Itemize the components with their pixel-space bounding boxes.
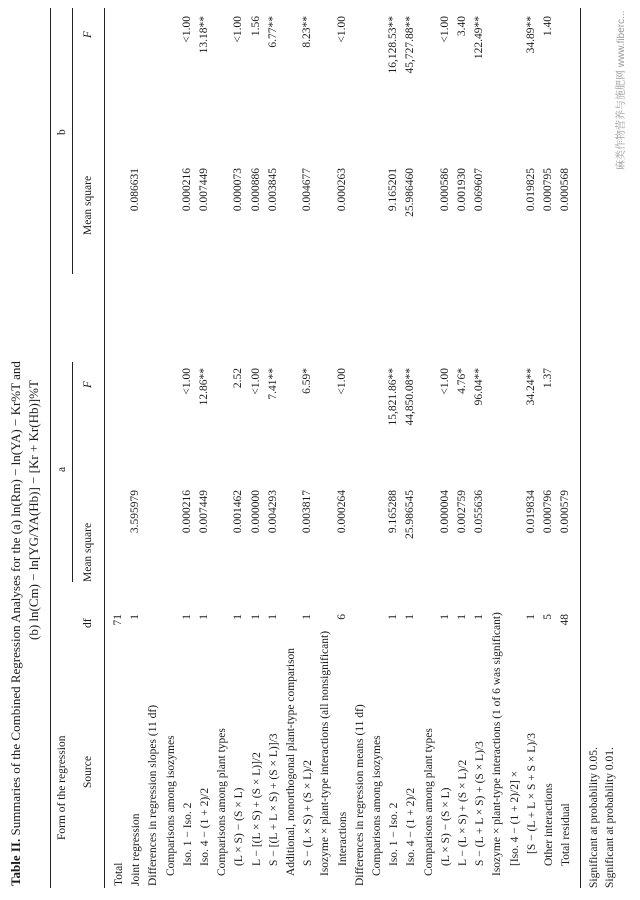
row-f-a: 44,850.08** (404, 368, 417, 426)
row-source: Interactions (336, 811, 349, 866)
row-source: [Iso. 4 − (1 + 2)/2] × (508, 770, 521, 866)
row-ms-a: 3.595979 (129, 490, 142, 534)
row-f-b: 16,128.53** (387, 16, 400, 74)
row-ms-a: 0.000216 (180, 490, 193, 534)
row-ms-b: 0.000073 (232, 168, 245, 212)
footnote-2: Significant at probability 0.01. (604, 747, 616, 888)
row-f-a: 15,821.86** (387, 368, 400, 426)
row-ms-a: 0.000264 (335, 490, 348, 534)
row-ms-a: 0.007449 (198, 490, 210, 534)
row-f-a: 1.37 (542, 368, 554, 389)
row-f-a: 4.76* (456, 368, 468, 394)
row-f-a: <1.00 (249, 368, 262, 395)
row-source: Comparisons among isozymes (371, 735, 383, 876)
row-df: 1 (404, 614, 417, 620)
table-caption-line-1 (8, 361, 24, 886)
row-df: 1 (129, 614, 142, 620)
row-ms-a: 0.055636 (473, 490, 486, 534)
watermark: 麻类作物营养与施肥网 www.fiberc... (616, 10, 627, 170)
row-source: Differences in regression slopes (11 df) (147, 704, 160, 886)
table-number: Table II. (8, 838, 23, 886)
row-f-a: 34.24** (524, 368, 537, 406)
header-df: df (82, 618, 94, 628)
group-a-rule (72, 362, 73, 582)
header-f-b: F (82, 30, 94, 38)
row-source: Iso. 4 − (1 + 2)/2 (199, 787, 211, 866)
row-df: 1 (524, 614, 537, 620)
row-f-b: <1.00 (335, 16, 348, 43)
row-source: L − [(L × S) + (S × L)]/2 (250, 752, 263, 866)
row-f-b: 34.89** (524, 16, 537, 54)
row-source: Additional, nonorthogonal plant-type comparison (285, 647, 297, 876)
row-df: 1 (180, 614, 193, 620)
table-caption-line-2 (26, 380, 42, 640)
row-ms-a: 0.000004 (438, 490, 451, 534)
row-ms-a: 0.003817 (301, 490, 314, 534)
row-ms-b: 0.000795 (542, 168, 554, 212)
row-ms-a: 0.001462 (232, 490, 245, 534)
row-f-a: <1.00 (180, 368, 193, 395)
row-df: 71 (112, 614, 124, 626)
row-ms-a: 9.165288 (387, 490, 400, 534)
row-f-b: <1.00 (438, 16, 451, 43)
row-df: 48 (559, 614, 572, 626)
row-source: (L × S) − (S × L) (439, 787, 452, 866)
row-df: 1 (266, 614, 279, 620)
row-f-a: 2.52 (232, 368, 245, 389)
row-ms-a: 25.986545 (404, 490, 417, 539)
row-f-a: <1.00 (438, 368, 451, 395)
row-source: Isozyme × plant-type interactions (all nonsignificant) (319, 630, 332, 876)
row-ms-a: 0.000796 (542, 490, 554, 534)
row-f-b: 45,727.88** (404, 16, 417, 74)
row-ms-b: 0.019825 (524, 168, 537, 212)
header-source: Source (82, 756, 94, 788)
row-ms-b: 0.003845 (266, 168, 279, 212)
footnote-1: Significant at probability 0.05. (588, 747, 600, 888)
row-f-b: 6.77** (266, 16, 279, 48)
row-f-b: 1.56 (249, 16, 262, 37)
row-source: S − (L × S) + (S × L)/2 (302, 759, 315, 866)
row-source: Joint regression (130, 813, 143, 886)
row-source: Iso. 4 − (1 + 2)/2 (405, 787, 418, 866)
row-ms-a: 0.002759 (456, 490, 468, 534)
row-ms-a: 0.000000 (249, 490, 262, 534)
group-b-rule (72, 8, 73, 274)
row-f-a: 7.41** (266, 368, 279, 400)
row-df: 1 (387, 614, 400, 620)
row-ms-b: 0.004677 (301, 168, 314, 212)
row-ms-b: 0.000263 (335, 168, 348, 212)
row-f-b: 13.18** (198, 16, 210, 54)
row-f-b: 8.23** (301, 16, 314, 48)
row-df: 6 (335, 614, 348, 620)
row-df: 5 (542, 614, 554, 620)
row-ms-b: 9.165201 (387, 168, 400, 212)
header-rule (104, 8, 105, 888)
row-f-b: 3.40 (456, 16, 468, 37)
row-source: L − (L × S) + (S × L)/2 (457, 759, 469, 866)
row-df: 1 (301, 614, 314, 620)
top-rule (50, 8, 51, 888)
row-df: 1 (249, 614, 262, 620)
row-ms-b: 0.000586 (438, 168, 451, 212)
row-source: Comparisons among plant types (216, 728, 229, 876)
row-source: Comparisons among plant types (422, 728, 435, 876)
caption-text-1: Summaries of the Combined Regression Analyses for the (a) ln(Rm) − ln(YA) − Kr%T and (8, 361, 23, 836)
row-f-a: 6.59* (301, 368, 314, 394)
row-ms-a: 0.019834 (524, 490, 537, 534)
row-df: 1 (438, 614, 451, 620)
caption-text-2: (b) ln(Cm) − ln[YG/YA(Hb)] − [Kr + Kr(Hb)]%T (26, 380, 41, 640)
row-source: S − (L + L × S) + (S × L)/3 (474, 741, 487, 866)
row-f-a: <1.00 (335, 368, 348, 395)
bottom-rule (580, 8, 581, 888)
row-source: Isozyme × plant-type interactions (1 of 6 was significant) (491, 612, 504, 876)
row-ms-b: 0.000886 (249, 168, 262, 212)
row-df: 1 (232, 614, 245, 620)
row-ms-b: 0.069607 (473, 168, 486, 212)
row-f-b: 122.49** (473, 16, 486, 60)
row-source: Comparisons among isozymes (164, 735, 177, 876)
row-ms-a: 0.004293 (266, 490, 279, 534)
row-df: 1 (198, 614, 210, 620)
header-group-a: a (56, 466, 68, 472)
row-source: [S − (L + L × S + S × L)/3 (525, 732, 538, 854)
row-df: 1 (473, 614, 486, 620)
row-ms-b: 0.001930 (456, 168, 468, 212)
header-f-a: F (82, 380, 94, 388)
row-ms-b: 0.000216 (180, 168, 193, 212)
row-ms-a: 0.000579 (559, 490, 572, 534)
row-source: Iso. 1 − Iso. 2 (181, 802, 194, 866)
header-ms-a: Mean square (82, 522, 94, 582)
row-source: Other interactions (543, 783, 555, 866)
row-f-a: 96.04** (473, 368, 486, 406)
row-ms-b: 0.007449 (198, 168, 210, 212)
row-source: Total residual (560, 803, 573, 866)
row-f-b: <1.00 (232, 16, 245, 43)
header-form: Form of the regression (56, 735, 68, 840)
row-source: Iso. 1 − Iso. 2 (388, 802, 401, 866)
row-source: S − [(L + L × S) + (S × L)]/3 (267, 733, 280, 866)
row-df: 1 (456, 614, 468, 620)
header-ms-b: Mean square (82, 175, 94, 235)
row-ms-b: 0.086631 (129, 168, 142, 212)
row-f-b: <1.00 (180, 16, 193, 43)
row-source: (L × S) − (S × L) (233, 787, 246, 866)
row-source: Total (113, 862, 125, 886)
row-f-a: 12.86** (198, 368, 210, 406)
row-f-b: 1.40 (542, 16, 554, 37)
row-ms-b: 0.000568 (559, 168, 572, 212)
header-group-b: b (56, 129, 68, 135)
row-ms-b: 25.986460 (404, 168, 417, 217)
row-source: Differences in regression means (11 df) (353, 704, 366, 886)
